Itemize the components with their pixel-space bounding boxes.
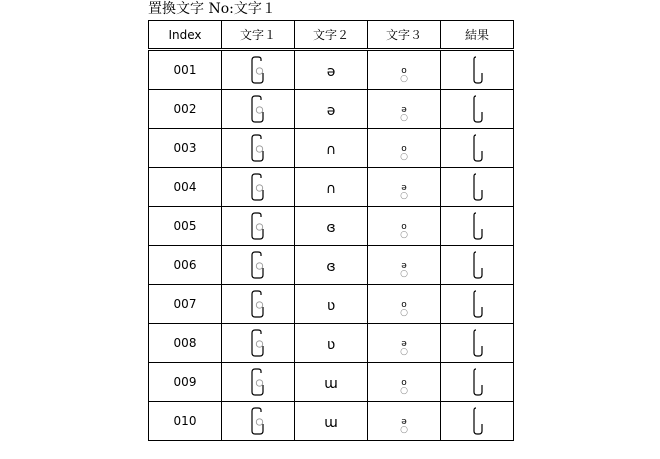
cell-result	[441, 168, 514, 207]
char3-stack	[400, 223, 408, 239]
char3-top-glyph: ο	[401, 65, 407, 76]
cell-char1	[222, 363, 295, 402]
char2-glyph: ʋ	[326, 297, 336, 314]
substitution-table	[148, 20, 514, 441]
hook-glyph	[469, 95, 485, 123]
char3-top-glyph: ə	[401, 416, 407, 427]
hook-with-circle-glyph	[250, 134, 266, 162]
char3-stack	[400, 145, 408, 161]
cell-char1	[222, 402, 295, 441]
hook-with-circle-glyph	[250, 290, 266, 318]
gray-circle-glyph: ○	[400, 229, 408, 240]
hook-glyph	[469, 134, 485, 162]
header-row	[149, 21, 514, 50]
char2-glyph: ∩	[325, 141, 337, 158]
gray-circle-glyph: ○	[400, 385, 408, 396]
header-result: 結果	[441, 21, 514, 50]
char2-glyph: ɯ	[324, 414, 338, 431]
cell-index: 003	[149, 129, 222, 168]
header-char2: 文字２	[295, 21, 368, 50]
cell-result	[441, 324, 514, 363]
table-body	[149, 50, 514, 441]
cell-char3	[368, 207, 441, 246]
table-row	[149, 285, 514, 324]
hook-with-circle-glyph	[250, 251, 266, 279]
cell-index: 009	[149, 363, 222, 402]
cell-result	[441, 402, 514, 441]
table-row	[149, 363, 514, 402]
char2-glyph: ʋ	[326, 336, 336, 353]
hook-with-circle-glyph	[250, 173, 266, 201]
table-row	[149, 129, 514, 168]
char3-top-glyph: ə	[401, 182, 407, 193]
cell-char2	[295, 285, 368, 324]
hook-with-circle-glyph	[250, 56, 266, 84]
gray-circle-glyph: ○	[400, 424, 408, 435]
cell-char2	[295, 129, 368, 168]
cell-char3	[368, 285, 441, 324]
table-row	[149, 50, 514, 90]
cell-char1	[222, 324, 295, 363]
hook-with-circle-glyph	[250, 368, 266, 396]
hook-glyph	[469, 251, 485, 279]
char3-stack	[400, 379, 408, 395]
cell-index: 002	[149, 90, 222, 129]
hook-with-circle-glyph	[250, 407, 266, 435]
cell-char2	[295, 90, 368, 129]
char3-top-glyph: ο	[401, 221, 407, 232]
cell-index: 007	[149, 285, 222, 324]
cell-char3	[368, 50, 441, 90]
cell-char3	[368, 246, 441, 285]
cell-char2	[295, 402, 368, 441]
hook-glyph	[469, 212, 485, 240]
cell-char2	[295, 324, 368, 363]
table-row	[149, 402, 514, 441]
char3-stack	[400, 418, 408, 434]
hook-with-circle-glyph	[250, 95, 266, 123]
char2-glyph: ə	[326, 63, 336, 80]
cell-char2	[295, 363, 368, 402]
cell-result	[441, 207, 514, 246]
gray-circle-glyph: ○	[400, 268, 408, 279]
char3-stack	[400, 67, 408, 83]
gray-circle-glyph: ○	[400, 307, 408, 318]
cell-result	[441, 246, 514, 285]
char3-top-glyph: ə	[401, 260, 407, 271]
cell-result	[441, 50, 514, 90]
hook-glyph	[469, 290, 485, 318]
cell-char2	[295, 246, 368, 285]
header-char1: 文字１	[222, 21, 295, 50]
header-char3: 文字３	[368, 21, 441, 50]
cell-char1	[222, 50, 295, 90]
hook-glyph	[469, 407, 485, 435]
cell-char1	[222, 168, 295, 207]
char2-glyph: ∩	[325, 180, 337, 197]
cell-char3	[368, 90, 441, 129]
char3-stack	[400, 301, 408, 317]
cell-index: 006	[149, 246, 222, 285]
cell-index: 001	[149, 50, 222, 90]
char3-top-glyph: ə	[401, 104, 407, 115]
char2-glyph: ə	[326, 102, 336, 119]
cell-char3	[368, 324, 441, 363]
cell-char1	[222, 129, 295, 168]
cell-char1	[222, 90, 295, 129]
gray-circle-glyph: ○	[400, 73, 408, 84]
gray-circle-glyph: ○	[400, 190, 408, 201]
char3-top-glyph: ο	[401, 143, 407, 154]
gray-circle-glyph: ○	[400, 346, 408, 357]
cell-char1	[222, 207, 295, 246]
char2-glyph: ɞ	[326, 219, 336, 236]
cell-index: 008	[149, 324, 222, 363]
gray-circle-glyph: ○	[400, 112, 408, 123]
char3-top-glyph: ə	[401, 338, 407, 349]
table-caption: 置換文字 No:文字１	[148, 1, 276, 17]
char3-stack	[400, 184, 408, 200]
hook-glyph	[469, 329, 485, 357]
hook-with-circle-glyph	[250, 329, 266, 357]
cell-char3	[368, 363, 441, 402]
hook-with-circle-glyph	[250, 212, 266, 240]
cell-char1	[222, 285, 295, 324]
cell-char2	[295, 168, 368, 207]
cell-result	[441, 129, 514, 168]
table-row	[149, 207, 514, 246]
char3-stack	[400, 106, 408, 122]
table-row	[149, 90, 514, 129]
cell-char3	[368, 129, 441, 168]
char2-glyph: ɯ	[324, 375, 338, 392]
cell-index: 005	[149, 207, 222, 246]
cell-char1	[222, 246, 295, 285]
cell-char3	[368, 168, 441, 207]
cell-result	[441, 90, 514, 129]
cell-result	[441, 363, 514, 402]
table-row	[149, 168, 514, 207]
cell-char3	[368, 402, 441, 441]
cell-char2	[295, 207, 368, 246]
hook-glyph	[469, 173, 485, 201]
char3-stack	[400, 340, 408, 356]
table-row	[149, 324, 514, 363]
cell-char2	[295, 50, 368, 90]
cell-result	[441, 285, 514, 324]
gray-circle-glyph: ○	[400, 151, 408, 162]
char2-glyph: ɞ	[326, 258, 336, 275]
header-index: Index	[149, 21, 222, 50]
hook-glyph	[469, 368, 485, 396]
table-row	[149, 246, 514, 285]
hook-glyph	[469, 56, 485, 84]
cell-index: 010	[149, 402, 222, 441]
char3-top-glyph: ο	[401, 377, 407, 388]
char3-top-glyph: ο	[401, 299, 407, 310]
cell-index: 004	[149, 168, 222, 207]
char3-stack	[400, 262, 408, 278]
